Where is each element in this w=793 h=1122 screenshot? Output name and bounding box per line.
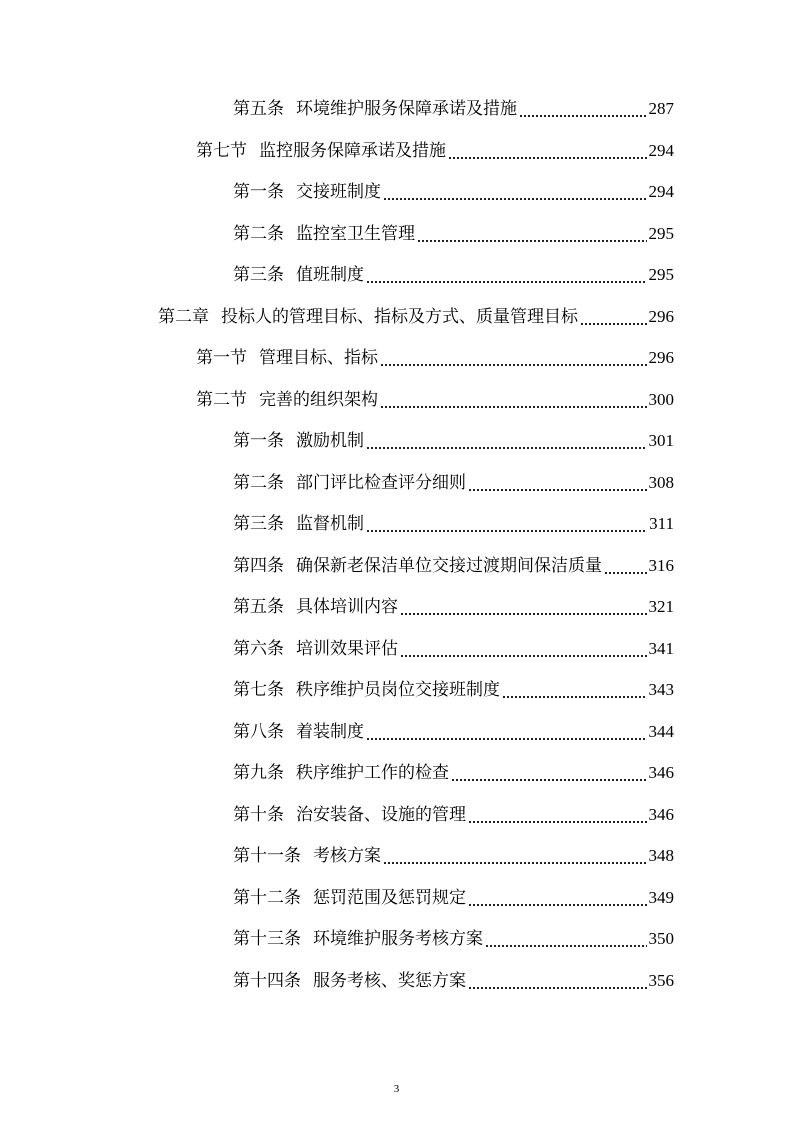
toc-entry-page: 300	[648, 390, 674, 409]
dot-leader	[380, 389, 647, 411]
toc-entry-page: 346	[648, 805, 674, 824]
toc-entry[interactable]	[233, 513, 674, 535]
page-number: 3	[393, 1083, 400, 1095]
toc-entry-page: 294	[648, 141, 674, 160]
dot-leader	[451, 762, 647, 784]
dot-leader	[468, 887, 647, 909]
dot-leader	[468, 472, 647, 494]
toc-entry-title: 治安装备、设施的管理	[296, 805, 466, 825]
dot-leader	[485, 928, 647, 950]
dot-leader	[400, 638, 647, 660]
toc-entry[interactable]	[233, 762, 674, 784]
toc-entry[interactable]	[233, 555, 674, 577]
dot-leader	[383, 845, 647, 867]
dot-leader	[366, 430, 647, 452]
toc-entry-title: 秩序维护工作的检查	[296, 763, 449, 783]
toc-entry-number: 第九条	[233, 763, 284, 783]
toc-entry[interactable]	[233, 472, 674, 494]
toc-entry-page: 350	[648, 929, 674, 948]
toc-entry-page: 287	[648, 99, 674, 118]
toc-entry-title: 秩序维护员岗位交接班制度	[296, 680, 500, 700]
toc-entry-title: 交接班制度	[296, 182, 381, 202]
toc-entry-page: 296	[648, 307, 674, 326]
toc-entry-title: 投标人的管理目标、指标及方式、质量管理目标	[221, 307, 578, 327]
toc-entry[interactable]	[233, 845, 674, 867]
toc-entry-number: 第八条	[233, 722, 284, 742]
toc-entry-number: 第二条	[233, 473, 284, 493]
toc-entry-title: 部门评比检查评分细则	[296, 473, 466, 493]
toc-entry-title: 惩罚范围及惩罚规定	[313, 888, 466, 908]
toc-entry-page: 295	[648, 265, 674, 284]
toc-entry-title: 激励机制	[296, 431, 364, 451]
toc-entry-page: 348	[648, 846, 674, 865]
toc-entry-page: 316	[648, 556, 674, 575]
toc-entry-title: 确保新老保洁单位交接过渡期间保洁质量	[296, 556, 602, 576]
toc-entry-page: 341	[648, 639, 674, 658]
toc-entry-page: 343	[648, 680, 674, 699]
toc-entry-page: 344	[648, 722, 674, 741]
toc-entry[interactable]	[233, 98, 674, 120]
toc-entry-number: 第十四条	[233, 971, 301, 991]
toc-entry-number: 第六条	[233, 639, 284, 659]
toc-entry-number: 第五条	[233, 597, 284, 617]
toc-entry-title: 监控室卫生管理	[296, 224, 415, 244]
dot-leader	[366, 513, 647, 535]
toc-entry-page: 321	[648, 597, 674, 616]
toc-entry[interactable]	[233, 804, 674, 826]
dot-leader	[502, 679, 647, 701]
dot-leader	[468, 804, 647, 826]
toc-entry-number: 第四条	[233, 556, 284, 576]
toc-entry-title: 着装制度	[296, 722, 364, 742]
toc-entry[interactable]	[233, 721, 674, 743]
toc-entry-number: 第十二条	[233, 888, 301, 908]
dot-leader	[580, 306, 647, 328]
toc-entry-number: 第一条	[233, 182, 284, 202]
toc-entry[interactable]	[233, 223, 674, 245]
toc-entry-title: 服务考核、奖惩方案	[313, 971, 466, 991]
toc-entry-number: 第十条	[233, 805, 284, 825]
toc-entry[interactable]	[196, 347, 674, 369]
toc-entry[interactable]	[233, 264, 674, 286]
toc-entry-number: 第一条	[233, 431, 284, 451]
toc-entry-page: 295	[648, 224, 674, 243]
dot-leader	[417, 223, 647, 245]
toc-entry-page: 356	[648, 971, 674, 990]
toc-entry-title: 值班制度	[296, 265, 364, 285]
toc-entry-title: 完善的组织架构	[259, 390, 378, 410]
toc-entry[interactable]	[233, 638, 674, 660]
toc-entry[interactable]	[196, 389, 674, 411]
toc-entry[interactable]	[233, 928, 674, 950]
toc-entry-page: 294	[648, 182, 674, 201]
dot-leader	[380, 347, 647, 369]
dot-leader	[383, 181, 647, 203]
toc-entry-number: 第三条	[233, 265, 284, 285]
dot-leader	[604, 555, 647, 577]
toc-entry-title: 监督机制	[296, 514, 364, 534]
toc-entry-page: 346	[648, 763, 674, 782]
toc-entry[interactable]	[233, 970, 674, 992]
toc-entry-number: 第二条	[233, 224, 284, 244]
toc-entry-number: 第五条	[233, 99, 284, 119]
toc-entry-number: 第七条	[233, 680, 284, 700]
toc-entry[interactable]	[233, 181, 674, 203]
toc-entry-number: 第二节	[196, 390, 247, 410]
dot-leader	[448, 140, 647, 162]
toc-entry[interactable]	[158, 306, 674, 328]
toc-entry-number: 第十三条	[233, 929, 301, 949]
toc-entry[interactable]	[233, 679, 674, 701]
dot-leader	[468, 970, 647, 992]
toc-entry[interactable]	[233, 887, 674, 909]
toc-entry-number: 第一节	[196, 348, 247, 368]
toc-entry[interactable]	[233, 430, 674, 452]
toc-entry-number: 第十一条	[233, 846, 301, 866]
toc-entry-page: 349	[648, 888, 674, 907]
toc-entry-number: 第二章	[158, 307, 209, 327]
toc-entry-page: 301	[648, 431, 674, 450]
toc-entry-page: 296	[648, 348, 674, 367]
toc-entry-title: 监控服务保障承诺及措施	[259, 141, 446, 161]
dot-leader	[366, 264, 647, 286]
toc-entry-number: 第七节	[196, 141, 247, 161]
toc-entry-page: 311	[649, 514, 674, 533]
toc-entry-title: 环境维护服务保障承诺及措施	[296, 99, 517, 119]
toc-entry[interactable]	[196, 140, 674, 162]
toc-entry-title: 管理目标、指标	[259, 348, 378, 368]
dot-leader	[366, 721, 647, 743]
dot-leader	[400, 596, 647, 618]
toc-entry-page: 308	[648, 473, 674, 492]
toc-entry-title: 考核方案	[313, 846, 381, 866]
toc-entry-title: 环境维护服务考核方案	[313, 929, 483, 949]
toc-entry-title: 培训效果评估	[296, 639, 398, 659]
toc-entry-number: 第三条	[233, 514, 284, 534]
toc-entry-title: 具体培训内容	[296, 597, 398, 617]
dot-leader	[519, 98, 647, 120]
toc-entry[interactable]	[233, 596, 674, 618]
